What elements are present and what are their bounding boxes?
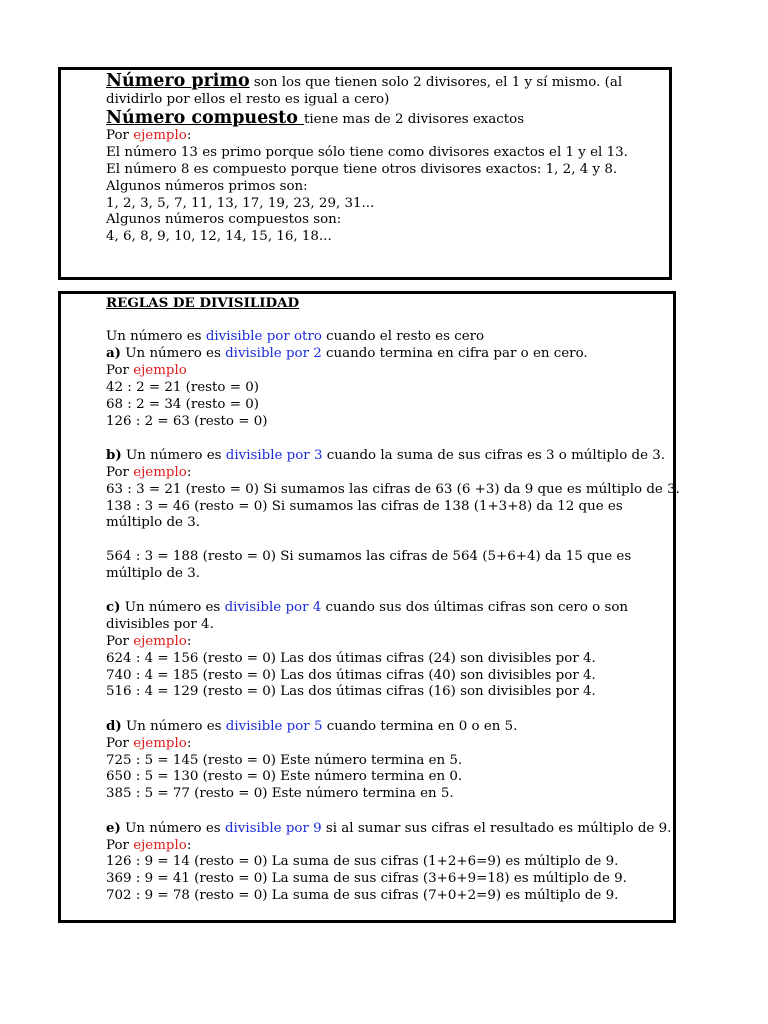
example-line: 702 : 9 = 78 (resto = 0) La suma de sus cifras (7+0+2=9) es múltiplo de 9. [106, 887, 619, 903]
rules-heading: REGLAS DE DIVISILIDAD [106, 295, 300, 311]
primo-definition [106, 72, 646, 109]
example-line: 564 : 3 = 188 (resto = 0) Si sumamos las cifras de 564 (5+6+4) da 15 que es múltiplo de 3. [106, 548, 632, 581]
rule-d: d) Un número es divisible por 5 cuando termina en 0 o en 5. [106, 717, 518, 734]
example-line: 624 : 4 = 156 (resto = 0) Las dos útimas cifras (24) son divisibles por 4. [106, 650, 596, 666]
example-line: 385 : 5 = 77 (resto = 0) Este número termina en 5. [106, 786, 454, 802]
text-line: 4, 6, 8, 9, 10, 12, 14, 15, 16, 18... [106, 229, 332, 245]
primo-term: Número primo [106, 71, 250, 91]
rule-e: e) Un número es divisible por 9 si al sumar sus cifras el resultado es múltiplo de 9. [106, 819, 672, 836]
rules-content [106, 295, 680, 905]
definitions-content [106, 72, 646, 246]
text-line: 1, 2, 3, 5, 7, 11, 13, 17, 19, 23, 29, 31... [106, 195, 375, 211]
example-label: Por ejemplo: [106, 128, 192, 144]
example-line: 68 : 2 = 34 (resto = 0) [106, 396, 259, 412]
compuesto-term: Número compuesto [106, 107, 304, 128]
example-label: Por ejemplo: [106, 464, 192, 480]
example-line: 126 : 9 = 14 (resto = 0) La suma de sus cifras (1+2+6=9) es múltiplo de 9. [106, 854, 619, 870]
rule-a: a) Un número es divisible por 2 cuando termina en cifra par o en cero. [106, 345, 588, 362]
example-line: 126 : 2 = 63 (resto = 0) [106, 413, 268, 429]
text-line: El número 13 es primo porque sólo tiene como divisores exactos el 1 y el 13. [106, 145, 628, 161]
example-label: Por ejemplo [106, 363, 187, 379]
primo-def: son los que tienen solo 2 divisores, el 1 y sí mismo. (al dividirlo por ellos el resto es igual a cero) [106, 75, 623, 107]
rule-c: c) Un número es divisible por 4 cuando sus dos últimas cifras son cero o son divisibles por 4. [106, 599, 629, 633]
rule-b: b) Un número es divisible por 3 cuando la suma de sus cifras es 3 o múltiplo de 3. [106, 447, 666, 464]
example-label: Por ejemplo: [106, 837, 192, 853]
text-line: El número 8 es compuesto porque tiene otros divisores exactos: 1, 2, 4 y 8. [106, 161, 618, 177]
example-line: 725 : 5 = 145 (resto = 0) Este número termina en 5. [106, 752, 463, 768]
compuesto-definition [106, 109, 646, 129]
example-label: Por ejemplo: [106, 735, 192, 751]
example-line: 369 : 9 = 41 (resto = 0) La suma de sus cifras (3+6+9=18) es múltiplo de 9. [106, 871, 627, 887]
example-line: 138 : 3 = 46 (resto = 0) Si sumamos las cifras de 138 (1+3+8) da 12 que es múltiplo de 3. [106, 498, 623, 531]
example-line: 650 : 5 = 130 (resto = 0) Este número termina en 0. [106, 769, 463, 785]
example-line: 42 : 2 = 21 (resto = 0) [106, 379, 259, 395]
example-line: 63 : 3 = 21 (resto = 0) Si sumamos las cifras de 63 (6 +3) da 9 que es múltiplo de 3. [106, 481, 680, 497]
text-line: Algunos números compuestos son: [106, 212, 342, 228]
example-line: 516 : 4 = 129 (resto = 0) Las dos útimas cifras (16) son divisibles por 4. [106, 684, 596, 700]
text-line: Algunos números primos son: [106, 178, 308, 194]
example-label: Por ejemplo: [106, 633, 192, 649]
example-line: 740 : 4 = 185 (resto = 0) Las dos útimas cifras (40) son divisibles por 4. [106, 667, 596, 683]
compuesto-def: tiene mas de 2 divisores exactos [304, 111, 525, 127]
rules-intro: Un número es divisible por otro cuando el resto es cero [106, 328, 485, 344]
